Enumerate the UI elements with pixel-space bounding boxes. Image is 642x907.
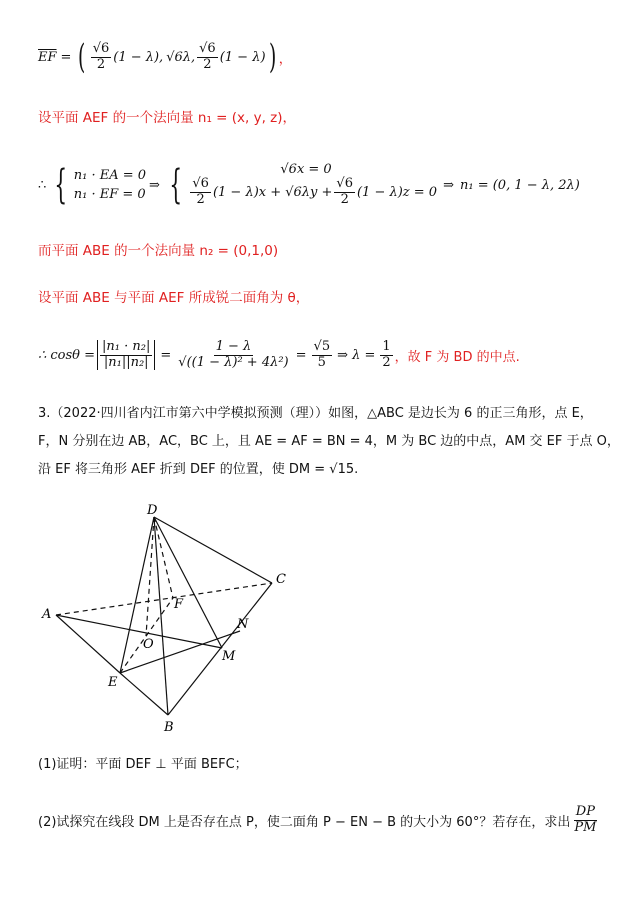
- implies-arrow-2: ⇒: [443, 177, 454, 193]
- fraction-numerator: √6: [336, 176, 353, 192]
- fraction-numerator: DP: [575, 804, 595, 819]
- comma: ，: [278, 51, 292, 67]
- fraction-denominator: |n₁||n₂|: [103, 354, 149, 370]
- left-paren: (: [78, 37, 86, 77]
- dihedral-angle-line: 设平面 ABE 与平面 AEF 所成锐二面角为 θ，: [38, 290, 310, 306]
- component-3-tail: (1 − λ): [219, 49, 266, 65]
- cos-lhs: ∴ cosθ =: [38, 347, 96, 363]
- eq-4-middle: (1 − λ)x + √6λy +: [212, 185, 333, 200]
- question-2-text: (2)试探究在线段 DM 上是否存在点 P，使二面角 P − EN − B 的大小为 60°？若存在，求出: [38, 814, 571, 830]
- fraction-numerator: |n₁ · n₂|: [102, 338, 151, 354]
- system-right: [188, 162, 437, 208]
- label-e: E: [108, 675, 118, 690]
- ef-vector-lhs: $\overline{EF}$: [38, 49, 57, 65]
- equals-sign: =: [160, 347, 172, 363]
- fraction-numerator: √5: [313, 338, 331, 354]
- fraction-denominator: 2: [203, 56, 212, 72]
- fraction-numerator: √6: [92, 40, 110, 56]
- normal-vector-result: n₁ = (0, 1 − λ, 2λ): [459, 177, 580, 193]
- fraction-denominator: 2: [382, 354, 391, 370]
- edge-bc: [168, 583, 272, 715]
- system-left: [74, 168, 146, 202]
- eq-4-end: (1 − λ)z = 0: [356, 185, 438, 200]
- geometry-figure: [30, 500, 310, 740]
- equals-sign-2: =: [295, 347, 307, 363]
- problem-line-2: F，N 分别在边 AB，AC，BC 上，且 AE = AF = BN = 4，M 为 BC 边的中点，AM 交 EF 于点 O，: [38, 434, 620, 449]
- system-eq-2: n₁ · EF = 0: [73, 187, 146, 202]
- edge-eb: [120, 673, 168, 715]
- label-d: D: [147, 503, 158, 518]
- fraction-dot-product: [97, 340, 155, 371]
- problem-statement: [38, 400, 638, 484]
- normal-vector-abe-line: 而平面 ABE 的一个法向量 n₂ = (0,1,0): [38, 243, 279, 259]
- question-2: [38, 805, 638, 836]
- fraction-c1: [91, 42, 112, 73]
- implies-arrow: ⇒: [149, 177, 160, 193]
- fraction-numerator: 1: [382, 338, 391, 354]
- fraction-lambda: [176, 340, 290, 371]
- edge-ae: [56, 615, 120, 673]
- question-1: (1)证明：平面 DEF ⊥ 平面 BEFC；: [38, 757, 248, 772]
- label-m: M: [222, 649, 236, 664]
- equation-system: [38, 150, 638, 220]
- label-a: A: [42, 607, 52, 622]
- fraction-numerator: 1 − λ: [215, 338, 252, 354]
- fraction-denominator: √((1 − λ)² + 4λ²): [178, 354, 289, 370]
- label-n: N: [237, 617, 249, 632]
- fraction-dp-pm: [572, 805, 598, 836]
- edge-am: [56, 615, 222, 648]
- fraction-denominator: 2: [340, 192, 349, 207]
- cos-theta-line: [38, 330, 638, 380]
- fraction-b: [334, 177, 355, 208]
- conclusion-text: ，故 F 为 BD 的中点.: [394, 349, 520, 365]
- right-paren: ): [268, 37, 276, 77]
- label-o: O: [143, 637, 154, 652]
- equals-sign: =: [60, 49, 72, 65]
- fraction-denominator: 5: [317, 354, 326, 370]
- problem-line-3: 沿 EF 将三角形 AEF 折到 DEF 的位置，使 DM = √15.: [38, 462, 359, 477]
- fraction-denominator: PM: [574, 819, 597, 835]
- fraction-c3: [197, 42, 218, 73]
- label-f: F: [174, 597, 184, 612]
- label-c: C: [276, 572, 286, 587]
- lambda-result-prefix: ⇒ λ =: [337, 347, 376, 363]
- problem-line-1: 3.（2022·四川省内江市第六中学模拟预测（理））如图，△ABC 是边长为 6 的正三角形，点 E，: [38, 406, 593, 421]
- left-brace: {: [54, 162, 68, 208]
- therefore-symbol: ∴: [38, 177, 47, 193]
- fraction-a: [190, 177, 211, 208]
- ef-vector-line: [38, 37, 638, 77]
- fraction-sqrt5: [312, 340, 333, 371]
- component-2: √6λ,: [166, 49, 196, 65]
- left-brace-2: {: [169, 162, 183, 208]
- fraction-denominator: 2: [196, 192, 205, 207]
- system-eq-3: √6x = 0: [280, 162, 332, 178]
- fraction-numerator: √6: [199, 40, 216, 56]
- fraction-numerator: √6: [192, 176, 209, 192]
- label-b: B: [164, 720, 174, 735]
- fraction-half: [380, 340, 392, 371]
- system-eq-4: [188, 177, 437, 208]
- normal-vector-aef-line: 设平面 AEF 的一个法向量 n₁ = (x, y, z)，: [38, 110, 297, 126]
- component-1-tail: (1 − λ),: [113, 49, 164, 65]
- system-eq-1: n₁ · EA = 0: [73, 168, 147, 183]
- fraction-denominator: 2: [96, 56, 106, 72]
